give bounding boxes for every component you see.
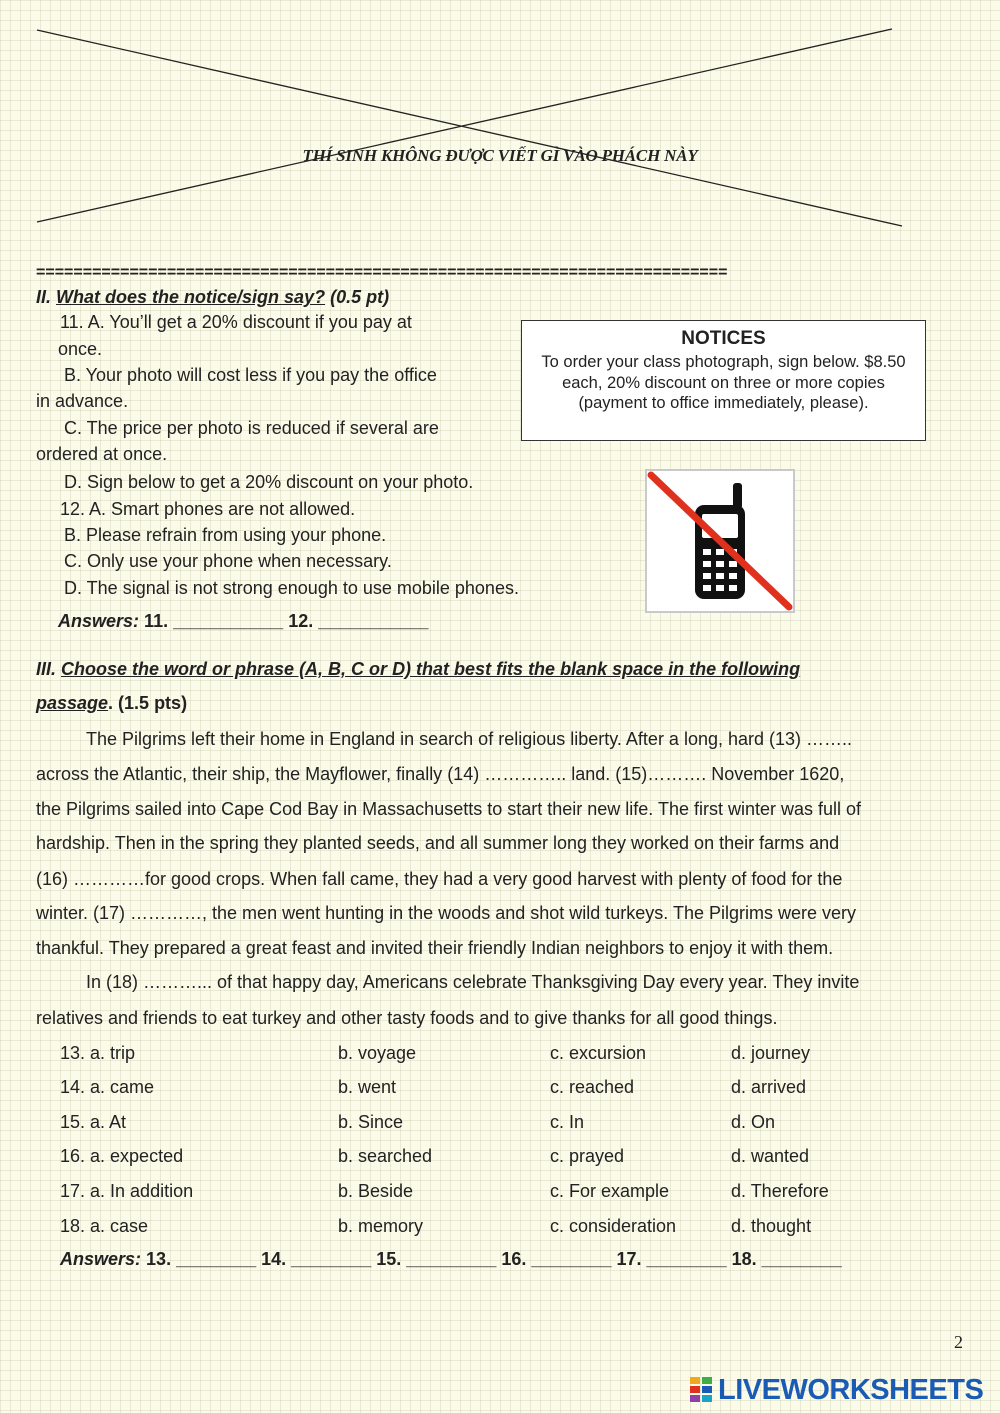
q12-option-a: 12. A. Smart phones are not allowed. — [60, 499, 356, 519]
q15-option-a: 15. a. At — [60, 1112, 127, 1132]
q17-option-d: d. Therefore — [731, 1181, 829, 1201]
section-2-roman: II. — [36, 287, 52, 307]
passage-line-2: across the Atlantic, their ship, the Mayflower, finally (14) ………….. land. (15)………. November 1620, — [36, 764, 845, 784]
q17-option-b: b. Beside — [338, 1181, 414, 1201]
section-3-roman: III. — [36, 659, 57, 679]
section-3-title-line1: Choose the word or phrase (A, B, C or D) that best fits the blank space in the following — [61, 659, 801, 679]
q16-option-b: b. searched — [338, 1146, 433, 1166]
q11-option-b-line1: B. Your photo will cost less if you pay the office — [64, 365, 437, 385]
section-3-heading — [36, 659, 800, 680]
section-3-answers-label: Answers: — [60, 1249, 142, 1269]
section-3-heading-line2 — [36, 693, 187, 714]
passage-line-8: In (18) ………... of that happy day, Americans celebrate Thanksgiving Day every year. They invite — [86, 972, 860, 992]
q14-option-c: c. reached — [550, 1077, 635, 1097]
q18-option-c: c. consideration — [550, 1216, 677, 1236]
q11-option-c-line1: C. The price per photo is reduced if several are — [64, 418, 439, 438]
q15-option-c: c. In — [550, 1112, 585, 1132]
passage-line-1: The Pilgrims left their home in England in search of religious liberty. After a long, hard (13) …….. — [86, 729, 853, 749]
q11-option-c-line2: ordered at once. — [36, 444, 168, 464]
liveworksheets-brand: LIVEWORKSHEETS — [718, 1373, 984, 1406]
q13-option-c: c. excursion — [550, 1043, 647, 1063]
passage-line-9: relatives and friends to eat turkey and other tasty foods and to give thanks for all good things. — [36, 1008, 778, 1028]
section-2-answers-label: Answers: — [58, 611, 140, 631]
q13-option-b: b. voyage — [338, 1043, 417, 1063]
q15-option-b: b. Since — [338, 1112, 404, 1132]
q12-option-c: C. Only use your phone when necessary. — [64, 551, 392, 571]
section-3-points: . (1.5 pts) — [108, 693, 188, 713]
q11-option-b-line2: in advance. — [36, 391, 129, 411]
passage-line-5: (16) …………for good crops. When fall came, they had a very good harvest with plenty of food for the — [36, 869, 843, 889]
q13-option-d: d. journey — [731, 1043, 811, 1063]
notice-body: To order your class photograph, sign below. $8.50 each, 20% discount on three or more copies (payment to office immediately, please). — [541, 353, 906, 412]
passage-line-4: hardship. Then in the spring they planted seeds, and all summer long they worked on their farms and — [36, 833, 840, 853]
q12-option-b: B. Please refrain from using your phone. — [64, 525, 387, 545]
section-3-answers — [60, 1249, 842, 1270]
q16-option-c: c. prayed — [550, 1146, 625, 1166]
section-3-answers-blanks[interactable]: 13. ________ 14. ________ 15. _________ 16. ________ 17. ________ 18. ________ — [146, 1249, 842, 1269]
section-2-answers-blanks[interactable]: 11. ___________ 12. ___________ — [144, 611, 429, 631]
notice-box — [521, 320, 926, 441]
q14-option-b: b. went — [338, 1077, 397, 1097]
exam-warning-note: THÍ SINH KHÔNG ĐƯỢC VIẾT GÌ VÀO PHÁCH NÀY — [302, 146, 698, 165]
liveworksheets-logo-icon — [690, 1377, 714, 1403]
q11-option-a-line2: once. — [58, 339, 103, 359]
q17-option-a: 17. a. In addition — [60, 1181, 194, 1201]
q17-option-c: c. For example — [550, 1181, 670, 1201]
q11-option-d: D. Sign below to get a 20% discount on your photo. — [64, 472, 474, 492]
passage-line-7: thankful. They prepared a great feast and invited their friendly Indian neighbors to enjoy it with them. — [36, 938, 834, 958]
section-2-heading — [36, 287, 389, 308]
passage-line-3: the Pilgrims sailed into Cape Cod Bay in Massachusetts to start their new life. The first winter was full of — [36, 799, 862, 819]
page-number: 2 — [954, 1332, 963, 1352]
q18-option-a: 18. a. case — [60, 1216, 149, 1236]
section-2-title: What does the notice/sign say? — [56, 287, 326, 307]
q12-option-d: D. The signal is not strong enough to use mobile phones. — [64, 578, 519, 598]
liveworksheets-logo[interactable] — [690, 1372, 983, 1408]
q14-option-d: d. arrived — [731, 1077, 807, 1097]
q13-option-a: 13. a. trip — [60, 1043, 136, 1063]
no-phone-sign-icon — [645, 469, 795, 613]
notice-title: NOTICES — [681, 328, 766, 349]
q16-option-d: d. wanted — [731, 1146, 810, 1166]
q14-option-a: 14. a. came — [60, 1077, 155, 1097]
section-2-points: (0.5 pt) — [330, 287, 390, 307]
q15-option-d: d. On — [731, 1112, 776, 1132]
q16-option-a: 16. a. expected — [60, 1146, 184, 1166]
section-2-answers — [58, 611, 428, 632]
separator-line: ========================================================================== — [36, 264, 728, 281]
section-3-title-line2: passage — [36, 693, 109, 713]
passage-line-6: winter. (17) …………, the men went hunting in the woods and shot wild turkeys. The Pilgrims were very — [36, 903, 857, 923]
do-not-write-cross — [0, 0, 1000, 240]
q18-option-b: b. memory — [338, 1216, 424, 1236]
q11-option-a-line1: 11. A. You’ll get a 20% discount if you pay at — [60, 312, 412, 332]
q18-option-d: d. thought — [731, 1216, 812, 1236]
